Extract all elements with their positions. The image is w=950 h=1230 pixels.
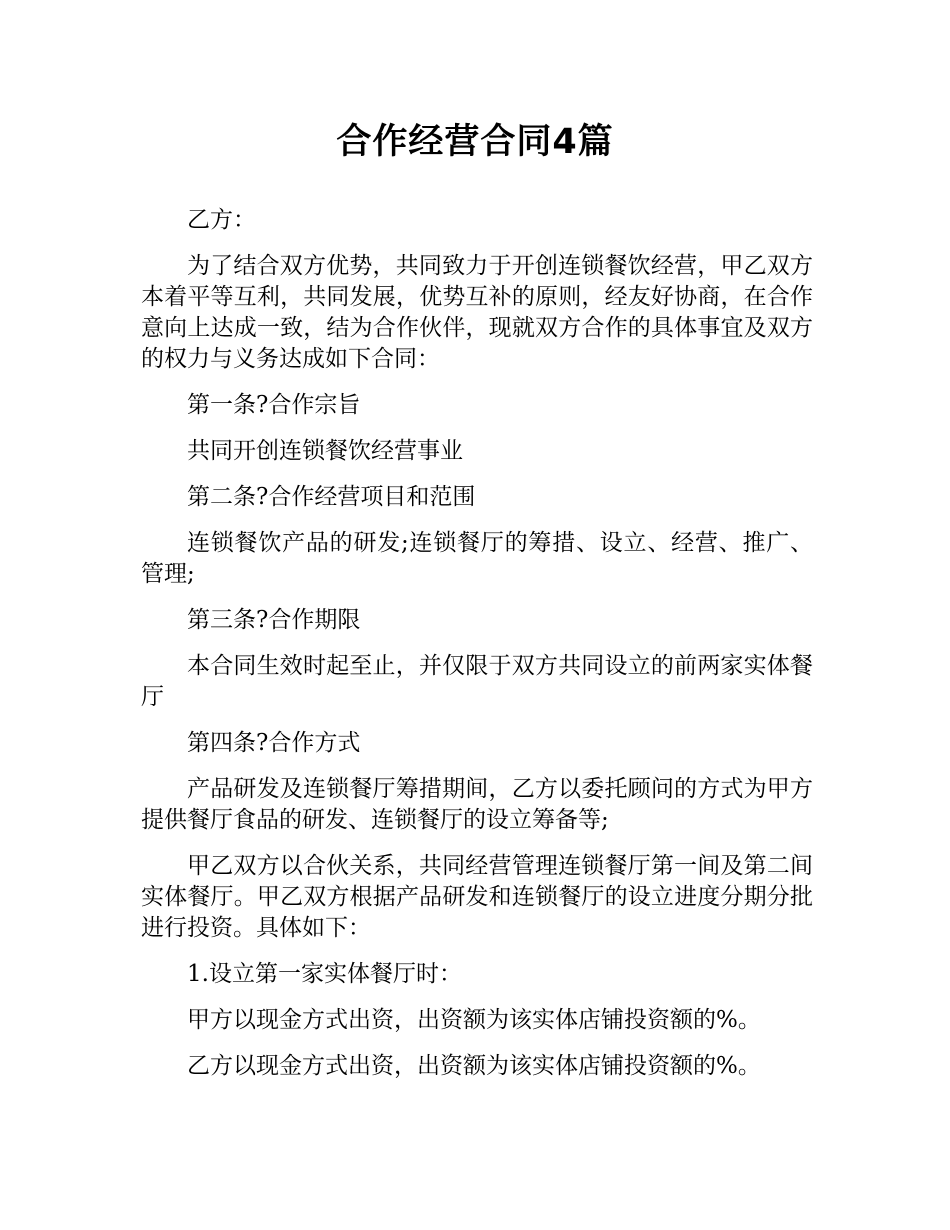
article-4-heading: 第四条?合作方式 bbox=[187, 730, 361, 756]
document-title: 合作经营合同4篇 bbox=[336, 122, 614, 162]
article-2-content: 连锁餐饮产品的研发;连锁餐厅的筹措、设立、经营、推广、管理; bbox=[141, 530, 813, 587]
article-3-heading: 第三条?合作期限 bbox=[187, 607, 361, 633]
article-1-content: 共同开创连锁餐饮经营事业 bbox=[187, 438, 463, 464]
first-restaurant-item: 1.设立第一家实体餐厅时： bbox=[187, 961, 462, 987]
article-2-heading: 第二条?合作经营项目和范围 bbox=[187, 484, 476, 510]
party-a-contribution: 甲方以现金方式出资，出资额为该实体店铺投资额的%。 bbox=[187, 1007, 761, 1033]
article-4-content-2: 甲乙双方以合伙关系，共同经营管理连锁餐厅第一间及第二间实体餐厅。甲乙双方根据产品研发和连锁餐厅的设立进度分期分批进行投资。具体如下： bbox=[141, 853, 813, 941]
party-b-label: 乙方： bbox=[187, 207, 256, 233]
preamble-paragraph: 为了结合双方优势，共同致力于开创连锁餐饮经营，甲乙双方本着平等互利，共同发展，优势互补的原则，经友好协商，在合作意向上达成一致，结为合作伙伴，现就双方合作的具体事宜及双方的权力与义务达成如下合同： bbox=[141, 253, 813, 372]
article-4-content-1: 产品研发及连锁餐厅筹措期间，乙方以委托顾问的方式为甲方提供餐厅食品的研发、连锁餐厅的设立筹备等; bbox=[141, 776, 813, 833]
article-1-heading: 第一条?合作宗旨 bbox=[187, 392, 361, 418]
party-b-contribution: 乙方以现金方式出资，出资额为该实体店铺投资额的%。 bbox=[187, 1053, 761, 1079]
document-body bbox=[141, 205, 813, 1097]
article-3-content: 本合同生效时起至止，并仅限于双方共同设立的前两家实体餐厅 bbox=[141, 653, 813, 710]
